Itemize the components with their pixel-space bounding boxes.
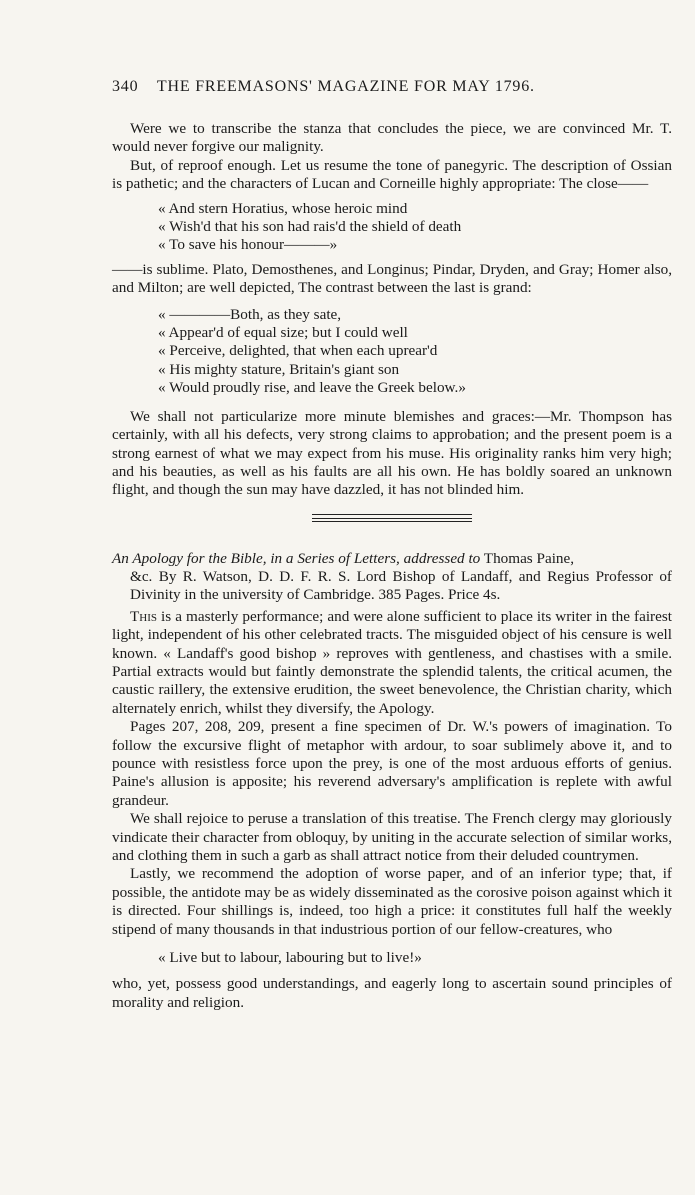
verse-line: « Perceive, delighted, that when each uprear'd bbox=[158, 342, 438, 360]
paragraph-masterly: This is a masterly performance; and were alone sufficient to place its writer in the fairest light, independent of his other celebrated tracts. The misguided object of his censure is well known. « Landaff's good bishop » reproves with gentleness, and chastises with a smile. Partial extracts would but faintly demonstrate the splendid talents, the critical acumen, the caustic raillery, the extensive erudition, the sweet benevolence, the Christian charity, which alternately enrich, whilst they diversify, the Apology. bbox=[112, 607, 672, 717]
paragraph-thompson: We shall not particularize more minute blemishes and graces:—Mr. Thompson has certainly, with all his defects, very strong claims to approbation; and the present poem is a strong earnest of what we may expect from his muse. His originality ranks him very high; and his beauties, as well as his faults are all his own. He has boldly soared an unknown flight, and though the sun may have dazzled, it has not blinded him. bbox=[112, 407, 672, 499]
paragraph-lastly: Lastly, we recommend the adoption of worse paper, and of an inferior type; that, if possible, the antidote may be as widely disseminated as the corosive poison against which it is directed. Four shillings is, indeed, too high a price: it constitutes full half the weekly stipend of many thousands in that industrious portion of our fellow-creatures, who bbox=[112, 865, 672, 938]
verse-giant-son bbox=[158, 306, 672, 398]
verse-horatius bbox=[158, 200, 672, 255]
magazine-title: THE FREEMASONS' MAGAZINE FOR MAY 1796. bbox=[156, 78, 535, 95]
quote-line: « Live but to labour, labouring but to live!» bbox=[158, 949, 422, 967]
verse-line: « To save his honour———» bbox=[158, 236, 338, 254]
section-divider bbox=[312, 514, 472, 522]
verse-line: « His mighty stature, Britain's giant son bbox=[158, 360, 400, 378]
page-number: 340 bbox=[112, 78, 139, 95]
running-header bbox=[112, 78, 672, 96]
verse-line: « Would proudly rise, and leave the Greek below.» bbox=[158, 379, 466, 397]
paragraph-sublime: ——is sublime. Plato, Demosthenes, and Longinus; Pindar, Dryden, and Gray; Homer also, and Milton; are well depicted, The contrast between the last is grand: bbox=[112, 260, 672, 297]
verse-line: « Wish'd that his son had rais'd the shield of death bbox=[158, 218, 462, 236]
page-body bbox=[112, 120, 672, 1012]
paragraph-malignity: Were we to transcribe the stanza that concludes the piece, we are convinced Mr. T. would never forgive our malignity. bbox=[112, 120, 672, 156]
review-title: An Apology for the Bible, in a Series of Letters, addressed to Thomas Paine, &c. By R. Watson, D. D. F. R. S. Lord Bishop of Landaff, and Regius Professor of Divinity in the university of Cambridge. 385 Pages. Price 4s. bbox=[112, 549, 672, 603]
paragraph-translation: We shall rejoice to peruse a translation of this treatise. The French clergy may gloriously vindicate their character from obloquy, by uniting in the accurate selection of similar works, and clothing them in such a garb as shall attract notice from their deluded countrymen. bbox=[112, 810, 672, 864]
verse-line: « ————Both, as they sate, bbox=[158, 305, 342, 323]
verse-line: « Appear'd of equal size; but I could well bbox=[158, 324, 408, 342]
paragraph-closing: who, yet, possess good understandings, and eagerly long to ascertain sound principles of morality and religion. bbox=[112, 975, 672, 1011]
paragraph-pages: Pages 207, 208, 209, present a fine specimen of Dr. W.'s powers of imagination. To follow the excursive flight of metaphor with ardour, to soar sublimely above it, and to pounce with resistless force upon the prey, is one of the most arduous efforts of genius. Paine's allusion is apposite; his reverend adversary's amplification is replete with awful grandeur. bbox=[112, 718, 672, 809]
paragraph-panegyric: But, of reproof enough. Let us resume the tone of panegyric. The description of Ossian is pathetic; and the characters of Lucan and Corneille highly appropriate: The close—— bbox=[112, 156, 672, 193]
verse-line: « And stern Horatius, whose heroic mind bbox=[158, 199, 408, 217]
